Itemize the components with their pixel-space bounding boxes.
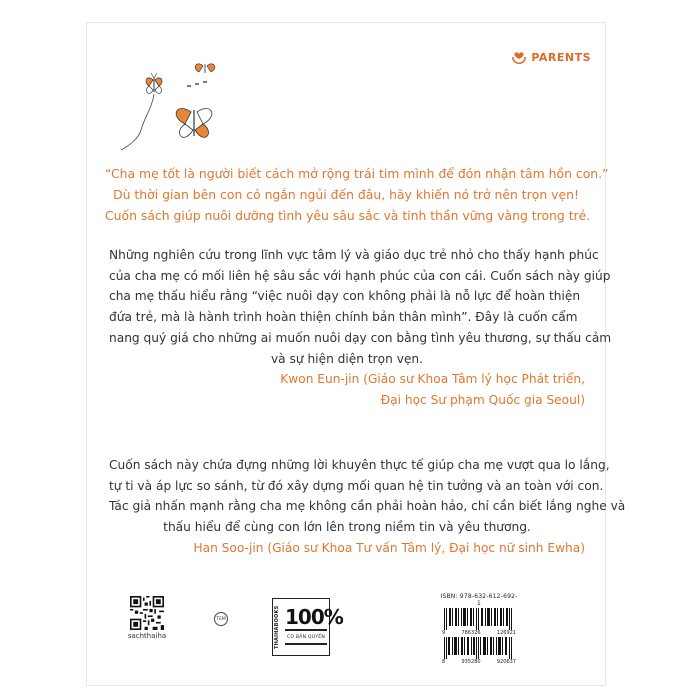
qr-caption: sachthaiha (127, 632, 167, 640)
quote-line: “Cha mẹ tốt là người biết cách mở rộng trái tim mình để đón nhận tâm hồn con.” (105, 166, 609, 181)
barcode-digit: 126921 (496, 630, 516, 636)
barcode-digits (440, 630, 518, 636)
copyright-badge (272, 598, 343, 656)
butterfly-top-icon (195, 64, 215, 73)
price-barcode (440, 637, 518, 659)
book-back-cover (86, 22, 626, 686)
qr-code-icon[interactable] (130, 596, 164, 630)
review-han (109, 455, 626, 559)
barcode-digit: 9 (442, 630, 446, 636)
copyright-percent: 100% (285, 605, 343, 629)
review-line: của cha mẹ có mối liên hệ sâu sắc với hạnh phúc của con cái. Cuốn sách này giúp (109, 268, 611, 283)
cover-quote (105, 163, 609, 226)
price-digit: 935280 (461, 659, 481, 665)
isbn-block (440, 593, 518, 665)
review-attribution: Đại học Sư phạm Quốc gia Seoul) (380, 392, 585, 407)
review-line: và sự hiện diện trọn vẹn. (270, 351, 424, 366)
isbn-barcode (440, 608, 518, 630)
review-line: nang quý giá cho những ai muốn nuôi dạy con bằng tình yêu thương, sự thấu cảm (109, 330, 612, 345)
review-line: Tác giả nhấn mạnh rằng cha mẹ không cần phải hoàn hảo, chỉ cần biết lắng nghe và (109, 499, 626, 514)
price-digit: 8 (442, 659, 446, 665)
price-digits (440, 659, 518, 665)
divider (285, 643, 327, 645)
price-digit: 920637 (496, 659, 516, 665)
butterfly-small-icon (146, 73, 162, 93)
review-line: cha mẹ thấu hiểu rằng “việc nuôi dạy con không phải là nỗ lực để hoàn thiện (109, 289, 581, 304)
review-attribution: Han Soo-jin (Giáo sư Khoa Tư vấn Tâm lý, Đại học nữ sinh Ewha) (193, 540, 585, 555)
divider (285, 629, 327, 631)
barcode-digit: 786326 (461, 630, 481, 636)
quote-line: Cuốn sách giúp nuôi dưỡng tình yêu sâu sắc và tinh thần vững vàng trong trẻ. (105, 208, 591, 223)
review-line: Những nghiên cứu trong lĩnh vực tâm lý và giáo dục trẻ nhỏ cho thấy hạnh phúc (109, 248, 599, 262)
review-line: thấu hiểu để cùng con lớn lên trong niềm tin và yêu thương. (163, 520, 531, 535)
copyright-publisher: THAIHABOOKS (274, 605, 280, 649)
review-line: tự ti và áp lực so sánh, từ đó xây dựng mối quan hệ tin tưởng và an toàn với con. (109, 478, 604, 493)
brand-label: PARENTS (531, 50, 591, 64)
review-line: đứa trẻ, mà là hành trình hoàn thiện chính bản thân mình”. Đây là cuốn cẩm (109, 310, 578, 325)
butterfly-large-icon (176, 109, 212, 138)
quote-line: Dù thời gian bên con có ngắn ngủi đến đâu, hãy khiến nó trở nên trọn vẹn! (113, 187, 579, 202)
review-line: Cuốn sách này chứa đựng những lời khuyên thực tế giúp cha mẹ vượt qua lo lắng, (109, 458, 610, 472)
isbn-text: ISBN: 978-632-612-692-1 (440, 593, 518, 607)
brand (511, 49, 591, 65)
review-kwon (109, 245, 612, 411)
copyright-label: CÓ BẢN QUYỀN (287, 635, 325, 640)
tem-badge: TEM (214, 612, 228, 626)
butterflies-illustration (107, 58, 247, 158)
hands-heart-icon (511, 49, 527, 65)
review-attribution: Kwon Eun-jin (Giáo sư Khoa Tâm lý học Phát triển, (280, 372, 585, 387)
